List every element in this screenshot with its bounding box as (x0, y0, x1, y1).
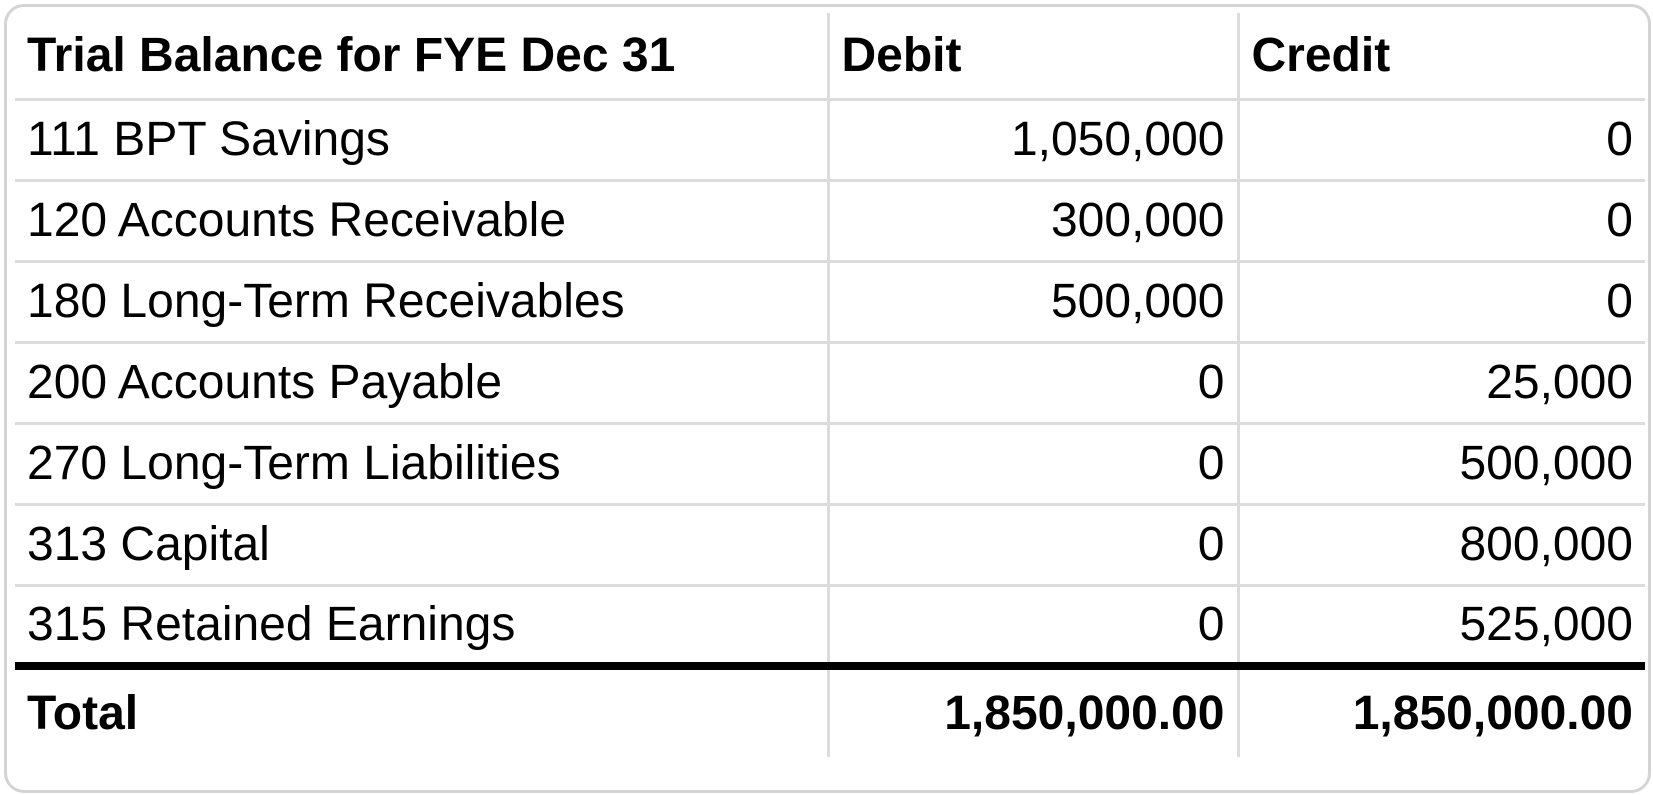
table-row (15, 261, 1645, 342)
debit-cell: 500,000 (828, 261, 1238, 342)
account-cell: 111 BPT Savings (15, 99, 828, 180)
account-cell: 120 Accounts Receivable (15, 180, 828, 261)
table-row (15, 423, 1645, 504)
account-cell: 313 Capital (15, 504, 828, 585)
header-row (15, 13, 1645, 99)
credit-cell: 0 (1238, 99, 1645, 180)
table-row (15, 504, 1645, 585)
trial-balance-table (15, 13, 1645, 757)
credit-cell: 25,000 (1238, 342, 1645, 423)
trial-balance-card (4, 4, 1651, 793)
table-row (15, 99, 1645, 180)
total-row (15, 666, 1645, 757)
debit-cell: 1,050,000 (828, 99, 1238, 180)
header-debit: Debit (828, 13, 1238, 99)
debit-cell: 0 (828, 423, 1238, 504)
account-cell: 315 Retained Earnings (15, 585, 828, 666)
total-debit: 1,850,000.00 (828, 666, 1238, 757)
debit-cell: 0 (828, 504, 1238, 585)
credit-cell: 500,000 (1238, 423, 1645, 504)
account-cell: 180 Long-Term Receivables (15, 261, 828, 342)
table-row (15, 585, 1645, 666)
credit-cell: 0 (1238, 261, 1645, 342)
header-title: Trial Balance for FYE Dec 31 (15, 13, 828, 99)
table-row (15, 180, 1645, 261)
debit-cell: 0 (828, 342, 1238, 423)
table-row (15, 342, 1645, 423)
credit-cell: 525,000 (1238, 585, 1645, 666)
debit-cell: 300,000 (828, 180, 1238, 261)
total-label: Total (15, 666, 828, 757)
header-credit: Credit (1238, 13, 1645, 99)
credit-cell: 0 (1238, 180, 1645, 261)
total-credit: 1,850,000.00 (1238, 666, 1645, 757)
debit-cell: 0 (828, 585, 1238, 666)
account-cell: 200 Accounts Payable (15, 342, 828, 423)
account-cell: 270 Long-Term Liabilities (15, 423, 828, 504)
credit-cell: 800,000 (1238, 504, 1645, 585)
